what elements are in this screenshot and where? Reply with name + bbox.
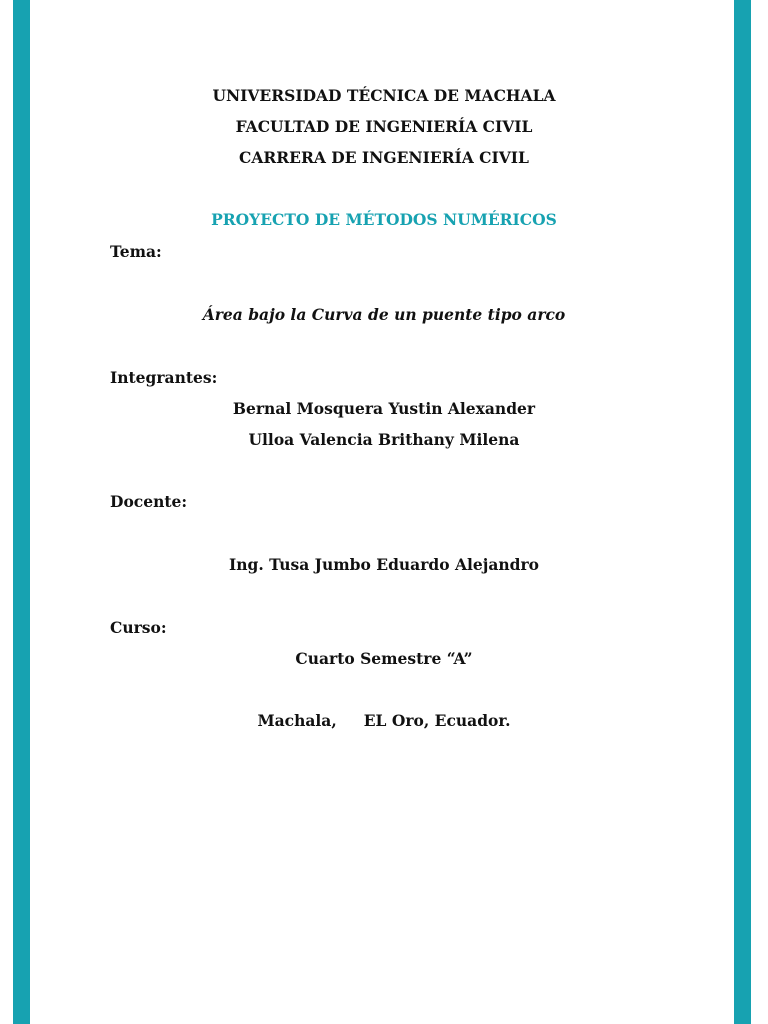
university-name: UNIVERSIDAD TÉCNICA DE MACHALA xyxy=(212,86,556,105)
location: Machala, EL Oro, Ecuador. xyxy=(257,711,511,730)
course-label: Curso: xyxy=(110,618,167,637)
teacher-label: Docente: xyxy=(110,492,188,511)
member-name-1: Bernal Mosquera Yustin Alexander xyxy=(232,399,536,418)
faculty-name: FACULTAD DE INGENIERÍA CIVIL xyxy=(235,117,533,136)
career-name: CARRERA DE INGENIERÍA CIVIL xyxy=(239,148,529,167)
topic-label: Tema: xyxy=(110,242,162,261)
project-title: PROYECTO DE MÉTODOS NUMÉRICOS xyxy=(211,210,557,229)
course-value: Cuarto Semestre “A” xyxy=(295,649,473,668)
topic-value: Área bajo la Curva de un puente tipo arco xyxy=(202,305,566,324)
teacher-name: Ing. Tusa Jumbo Eduardo Alejandro xyxy=(228,555,539,574)
member-name-2: Ulloa Valencia Brithany Milena xyxy=(248,430,520,449)
members-label: Integrantes: xyxy=(110,368,218,387)
